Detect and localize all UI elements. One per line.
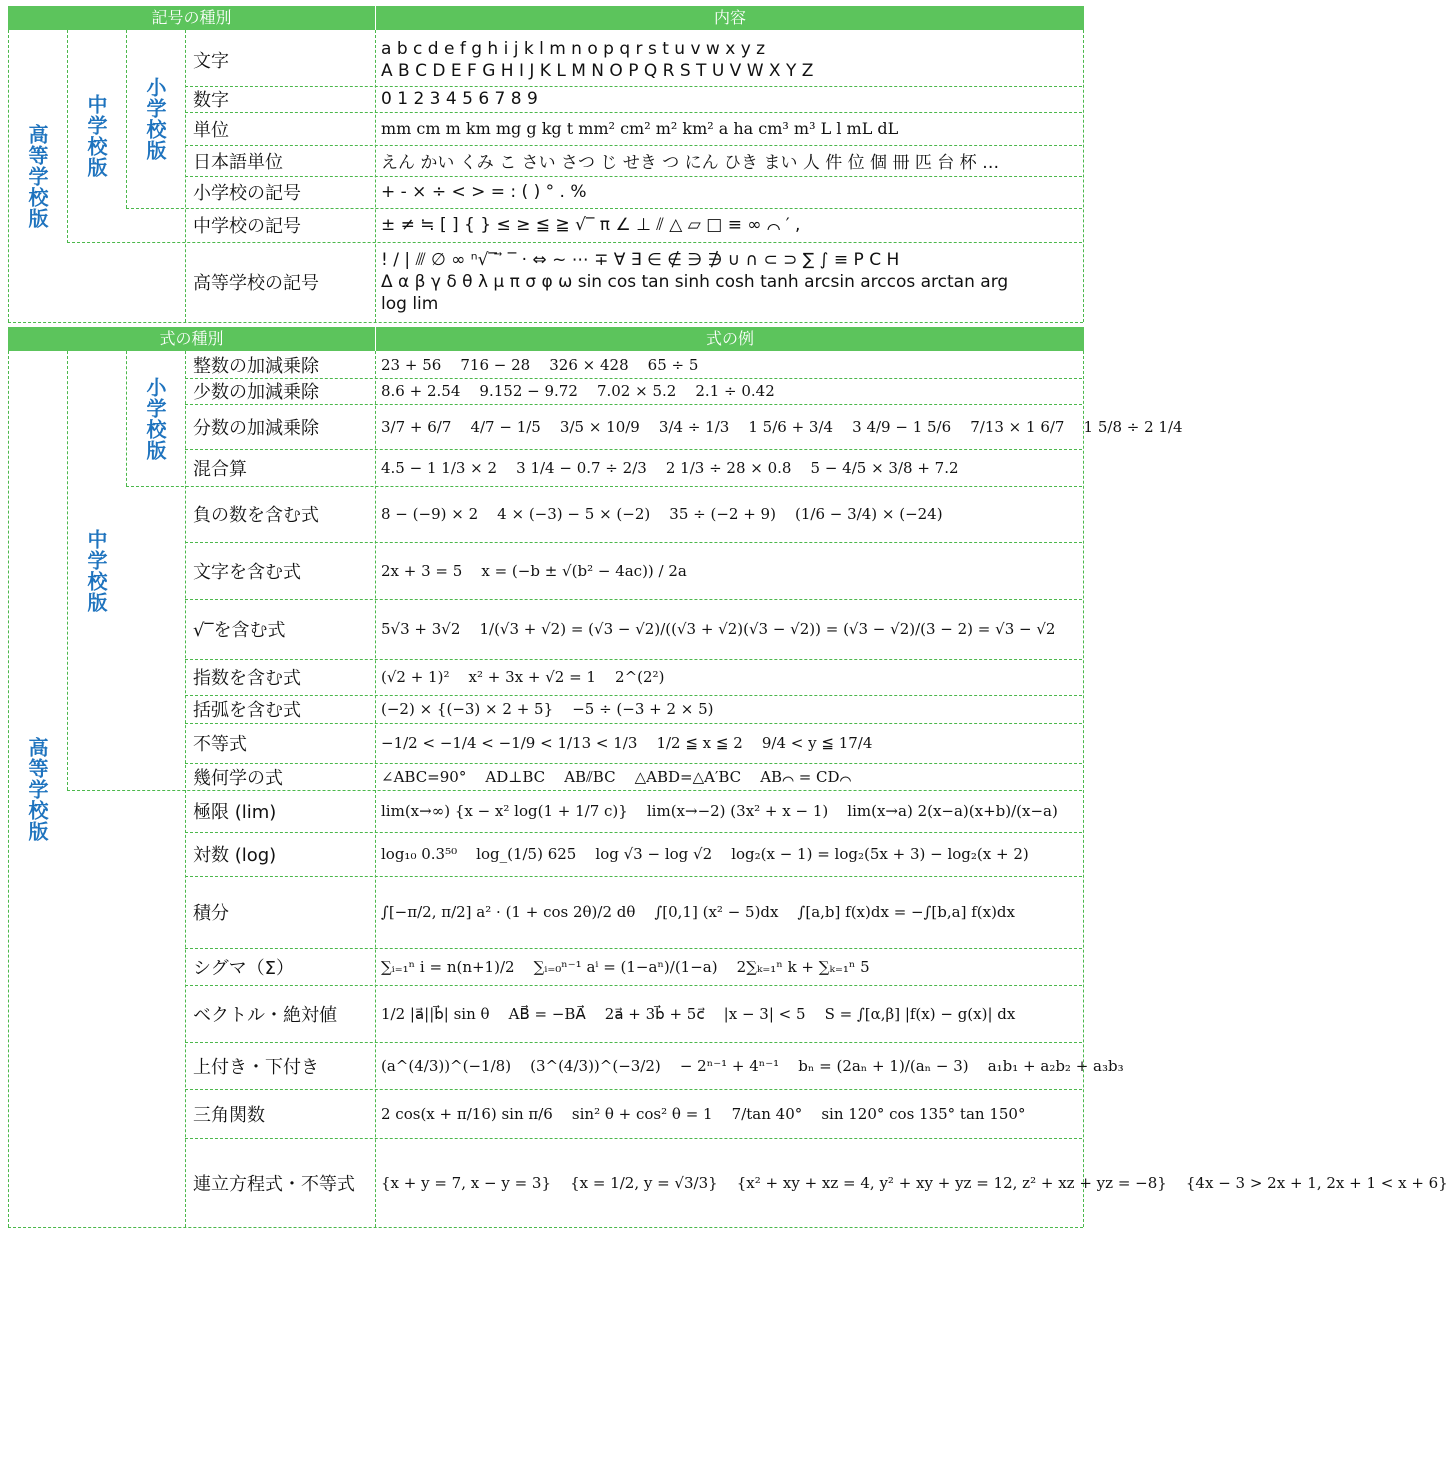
row-label: 単位 [193,119,229,141]
row-content: えん かい くみ こ さい さつ じ せき つ にん ひき まい 人 件 位 個 冊 匹 台 杯 … [381,153,1000,173]
section2-header-left: 式の種別 [8,327,375,351]
row-content [381,34,1081,86]
section1-level-elementary: 小学校版 [143,77,167,161]
row-label: 上付き・下付き [193,1056,319,1078]
content-line: A B C D E F G H I J K L M N O P Q R S T U V W X Y Z [381,61,814,81]
row-content [381,242,1081,322]
row-label: 日本語単位 [193,151,283,173]
row-label: 指数を含む式 [193,668,301,689]
row-label: 小学校の記号 [193,183,301,204]
formula-example: (−2) × {(−3) × 2 + 5} −5 ÷ (−3 + 2 × 5) [381,700,714,718]
formula-example: ∫[−π/2, π/2] a² · (1 + cos 2θ)/2 dθ ∫[0,1] (x² − 5)dx ∫[a,b] f(x)dx = −∫[b,a] f(x)dx [381,903,1015,921]
row-label: 括弧を含む式 [193,700,301,721]
section1-header-right: 内容 [376,6,1084,30]
row-label: 少数の加減乗除 [193,382,319,403]
row-label: 高等学校の記号 [193,273,319,294]
section1-header-left: 記号の種別 [8,6,375,30]
row-content: mm cm m km mg g kg t mm² cm² m² km² a ha cm³ m³ L l mL dL [381,119,899,138]
formula-example: 3/7 + 6/7 4/7 − 1/5 3/5 × 10/9 3/4 ÷ 1/3 1 5/6 + 3/4 3 4/9 − 1 5/6 7/13 × 1 6/7 1 5/8 ÷ 2 1/4 [381,417,1183,436]
row-label: 数字 [193,90,229,111]
row-content: 0 1 2 3 4 5 6 7 8 9 [381,89,538,109]
row-label: 混合算 [193,458,247,480]
row-label: 三角関数 [193,1104,265,1126]
row-label: 連立方程式・不等式 [193,1173,355,1195]
row-label: √‾を含む式 [193,620,286,641]
row-label: 整数の加減乗除 [193,355,319,377]
formula-example: 8.6 + 2.54 9.152 − 9.72 7.02 × 5.2 2.1 ÷ 0.42 [381,382,775,400]
row-label: 負の数を含む式 [193,505,319,526]
row-label: 文字 [193,51,229,72]
formula-example: −1/2 < −1/4 < −1/9 < 1/13 < 1/3 1/2 ≦ x ≦ 2 9/4 < y ≦ 17/4 [381,734,873,752]
formula-example: 8 − (−9) × 2 4 × (−3) − 5 × (−2) 35 ÷ (−2 + 9) (1/6 − 3/4) × (−24) [381,505,943,523]
formula-example: (a^(4/3))^(−1/8) (3^(4/3))^(−3/2) − 2ⁿ⁻¹ + 4ⁿ⁻¹ bₙ = (2aₙ + 1)/(aₙ − 3) a₁b₁ + a₂b₂ + a₃b₃ [381,1056,1124,1075]
formula-example: (√2 + 1)² x² + 3x + √2 = 1 2^(2²) [381,668,665,686]
row-label: 不等式 [193,734,247,755]
formula-example: 2x + 3 = 5 x = (−b ± √(b² − 4ac)) / 2a [381,561,687,580]
row-label: 分数の加減乗除 [193,417,319,439]
content-line: log lim [381,294,439,314]
section2-level-middle: 中学校版 [84,528,108,613]
row-label: 文字を含む式 [193,561,301,583]
row-content: + - × ÷ < > = : ( ) ° . % [381,182,587,202]
content-line: a b c d e f g h i j k l m n o p q r s t u v w x y z [381,39,766,59]
section1-level-middle: 中学校版 [84,94,108,178]
formula-example: {x + y = 7, x − y = 3} {x = 1/2, y = √3/3} {x² + xy + xz = 4, y² + xy + yz = 12, z² + xz + yz = −8} {4x − 3 > 2x + 1, 2x + 1 < x + 6} [381,1173,1448,1192]
section2-header-right: 式の例 [376,327,1084,351]
row-label: シグマ（Σ） [193,957,295,979]
formula-example: ∠ABC=90° AD⊥BC AB⫽BC △ABD=△A′BC AB⌒ = CD⌒ [381,767,852,786]
formula-example: 4.5 − 1 1/3 × 2 3 1/4 − 0.7 ÷ 2/3 2 1/3 ÷ 28 × 0.8 5 − 4/5 × 3/8 + 7.2 [381,458,959,477]
section2-level-elementary: 小学校版 [143,376,167,461]
formula-example: ∑ᵢ₌₁ⁿ i = n(n+1)/2 ∑ᵢ₌₀ⁿ⁻¹ aⁱ = (1−aⁿ)/(1−a) 2∑ₖ₌₁ⁿ k + ∑ₖ₌₁ⁿ 5 [381,957,870,976]
content-line: ! / | ⫻ ∅ ∞ ⁿ√‾ ⃗ ‾ · ⇔ ~ ⋯ ∓ ∀ ∃ ∈ ∉ ∋ ∌ ∪ ∩ ⊂ ⊃ ∑ ∫ ≡ P C H [381,250,900,270]
row-label: 極限 (lim) [193,802,277,823]
row-label: 積分 [193,903,229,924]
row-label: 幾何学の式 [193,767,283,789]
row-content: ± ≠ ≒ [ ] { } ≤ ≥ ≦ ≧ √‾ π ∠ ⊥ ⫽ △ ▱ □ ≡ ∞ ⌒ ′ , [381,215,801,235]
formula-example: 5√3 + 3√2 1/(√3 + √2) = (√3 − √2)/((√3 + √2)(√3 − √2)) = (√3 − √2)/(3 − 2) = √3 − √2 [381,620,1056,638]
formula-example: 2 cos(x + π/16) sin π/6 sin² θ + cos² θ = 1 7/tan 40° sin 120° cos 135° tan 150° [381,1104,1026,1123]
row-label: 対数 (log) [193,845,277,866]
row-label: 中学校の記号 [193,216,301,237]
content-line: Δ α β γ δ θ λ μ π σ φ ω sin cos tan sinh cosh tanh arcsin arccos arctan arg [381,272,1009,292]
row-label: ベクトル・絶対値 [193,1004,337,1026]
section2-level-high: 高等学校版 [25,736,49,842]
formula-example: log₁₀ 0.3⁵⁰ log_(1/5) 625 log √3 − log √2 log₂(x − 1) = log₂(5x + 3) − log₂(x + 2) [381,845,1029,863]
formula-example: 1/2 |a⃗||b⃗| sin θ AB⃗ = −BA⃗ 2a⃗ + 3b⃗ + 5c⃗ |x − 3| < 5 S = ∫[α,β] |f(x) − g(x)| dx [381,1004,1016,1023]
formula-example: lim(x→∞) {x − x² log(1 + 1/7 c)} lim(x→−2) (3x² + x − 1) lim(x→a) 2(x−a)(x+b)/(x−a) [381,802,1058,820]
formula-example: 23 + 56 716 − 28 326 × 428 65 ÷ 5 [381,355,699,374]
section1-level-high: 高等学校版 [25,123,49,229]
